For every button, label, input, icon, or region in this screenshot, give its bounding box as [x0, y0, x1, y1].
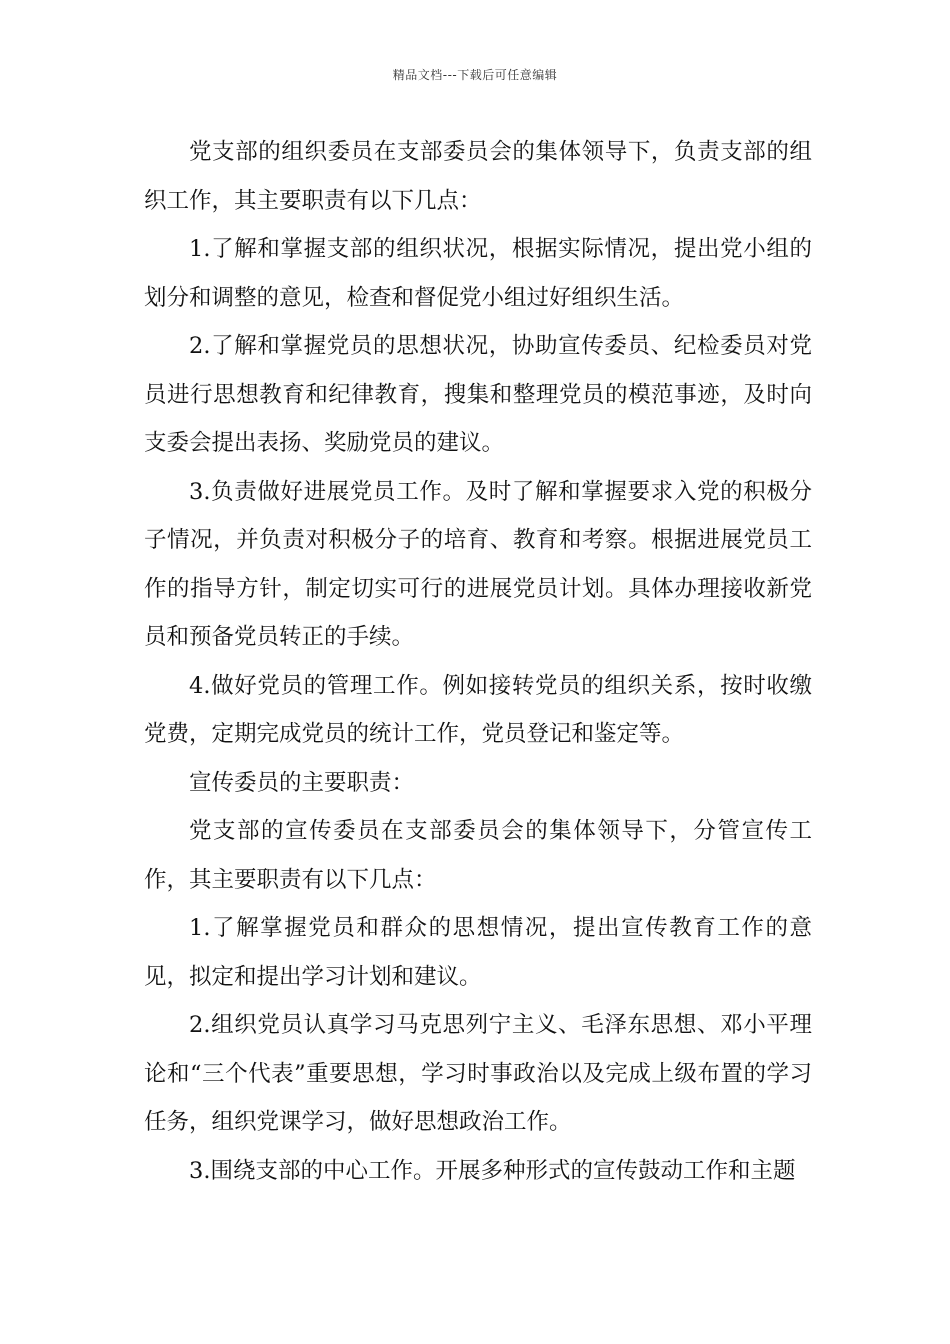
- paragraph-propaganda-duty-2: 2.组织党员认真学习马克思列宁主义、毛泽东思想、邓小平理论和“三个代表”重要思想，学习时事政治以及完成上级布置的学习任务，组织党课学习，做好思想政治工作。: [144, 1012, 812, 1135]
- paragraph-propaganda-intro: 党支部的宣传委员在支部委员会的集体领导下，分管宣传工作，其主要职责有以下几点：: [144, 818, 812, 893]
- document-body: [144, 128, 812, 1195]
- paragraph-org-duty-3: 3.负责做好进展党员工作。及时了解和掌握要求入党的积极分子情况，并负责对积极分子的培育、教育和考察。根据进展党员工作的指导方针，制定切实可行的进展党员计划。具体办理接收新党员和预备党员转正的手续。: [144, 478, 812, 650]
- page-header: 精品文档---下载后可任意编辑: [392, 68, 558, 82]
- paragraph-org-duty-4: 4.做好党员的管理工作。例如接转党员的组织关系，按时收缴党费，定期完成党员的统计工作，党员登记和鉴定等。: [144, 672, 812, 747]
- paragraph-org-intro: 党支部的组织委员在支部委员会的集体领导下，负责支部的组织工作，其主要职责有以下几点：: [144, 139, 812, 214]
- paragraph-propaganda-duty-1: 1.了解掌握党员和群众的思想情况，提出宣传教育工作的意见，拟定和提出学习计划和建议。: [144, 915, 812, 990]
- paragraph-propaganda-duty-3: 3.围绕支部的中心工作。开展多种形式的宣传鼓动工作和主题: [189, 1157, 796, 1184]
- paragraph-org-duty-1: 1.了解和掌握支部的组织状况，根据实际情况，提出党小组的划分和调整的意见，检查和督促党小组过好组织生活。: [144, 236, 812, 311]
- paragraph-org-duty-2: 2.了解和掌握党员的思想状况，协助宣传委员、纪检委员对党员进行思想教育和纪律教育，搜集和整理党员的模范事迹，及时向支委会提出表扬、奖励党员的建议。: [144, 333, 812, 456]
- section-heading-propaganda: 宣传委员的主要职责：: [189, 769, 415, 796]
